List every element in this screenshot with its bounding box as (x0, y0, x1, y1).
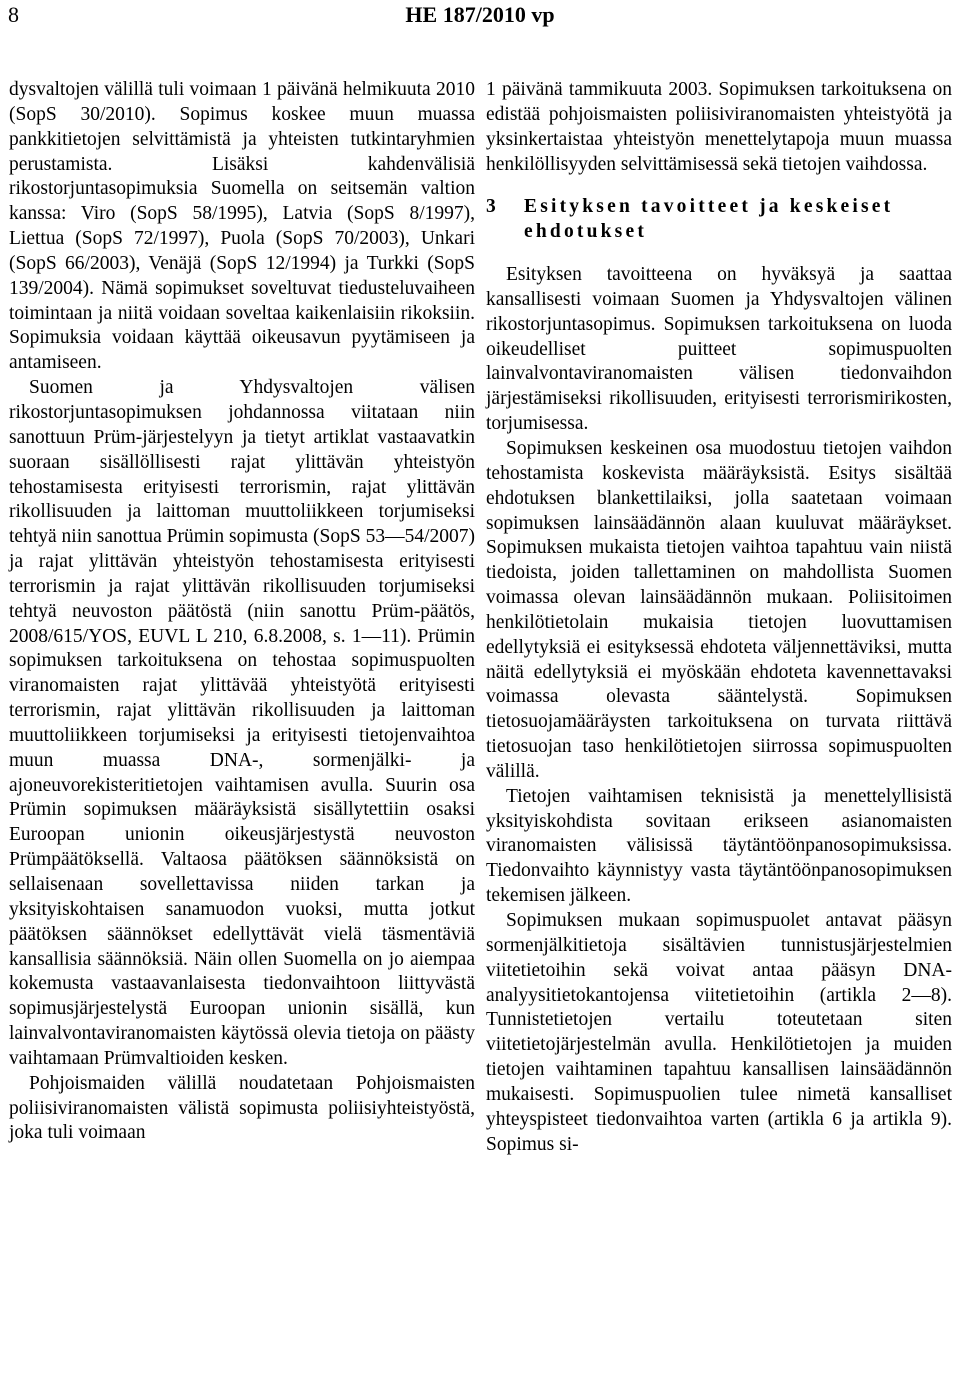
body-paragraph: Suomen ja Yhdysvaltojen välisen rikostorjuntasopimuksen johdannossa viitataan niin sanottuun Prüm-järjestelyyn ja tietyt artiklat vastaavatkin suoraan sisällöllisesti rajat ylittävän yhteistyön tehostamisesta erityisesti terrorismin, rajat ylittävän rikollisuuden ja laittoman muuttoliikkeen torjumiseksi tehtyä niin sanottua Prümin sopimusta (SopS 53—54/2007) ja rajat ylittävän yhteistyön tehostamisesta erityisesti terrorismin ja rajat ylittävän rikollisuuden torjumiseksi tehtyä neuvoston päätöstä (niin sanottu Prüm-päätös, 2008/615/YOS, EUVL L 210, 6.8.2008, s. 1—11). Prümin sopimuksen tarkoituksena on tehostaa sopimuspuolten viranomaisten rajat ylittävää yhteistyötä erityisesti terrorismin, rajat ylittävän rikollisuuden ja laittoman muuttoliikkeen torjumiseksi ja erityisesti tietojenvaihtoa muun muassa DNA-, sormenjälki- ja ajoneuvorekisteritietojen vaihtamisen avulla. Suurin osa Prümin sopimuksen määräyksistä sisällytettiin osaksi Euroopan unionin oikeusjärjestystä neuvoston Prümpäätöksellä. Valtaosa päätöksen säännöksistä on sellaisenaan sovellettavissa niiden tarkan ja yksityiskohtaisen sanamuodon vuoksi, mutta jotkut päätöksen säännökset edellyttävät vielä täsmentäviä kansallisia säännöksiä. Näin ollen Suomella on jo aiempaa kokemusta vastaavanlaisesta tiedonvaihtoon liittyvästä sopimusjärjestelystä Euroopan unionin sisällä, kun lainvalvontaviranomaisten käytössä olevia tietoja on päästy vaihtamaan Prümvaltioiden kesken. (9, 377, 475, 1069)
body-paragraph: 1 päivänä tammikuuta 2003. Sopimuksen tarkoituksena on edistää pohjoismaisten poliisiviranomaisten yhteistyötä ja yksinkertaistaa yhteistyön menettelytapoja muun muassa henkilöllisyyden selvittämisessä sekä tietojen vaihdossa. (486, 79, 952, 175)
body-paragraph: Pohjoismaiden välillä noudatetaan Pohjoismaisten poliisiviranomaisten välistä sopimusta poliisiyhteistyöstä, joka tuli voimaan (9, 1072, 475, 1144)
body-paragraph: dysvaltojen välillä tuli voimaan 1 päivänä helmikuuta 2010 (SopS 30/2010). Sopimus koskee muun muassa pankkitietojen selvittämistä ja yhteisten tutkintaryhmien perustamista. Lisäksi kahdenvälisiä rikostorjuntasopimuksia Suomella on seitsemän valtion kanssa: Viro (SopS 58/1995), Latvia (SopS 8/1997), Liettua (SopS 72/1997), Puola (SopS 70/2003), Unkari (SopS 66/2003), Venäjä (SopS 12/1994) ja Turkki (SopS 139/2004). Nämä sopimukset soveltuvat tiedusteluvaiheen toimintaan ja niitä voidaan soveltaa kaikenlaisiin rikoksiin. Sopimuksia voidaan käyttää oikeusavun pyytämiseen ja antamiseen. (9, 79, 475, 374)
left-column (9, 78, 475, 1146)
page-header (0, 0, 960, 40)
body-paragraph: Tietojen vaihtamisen teknisistä ja menettelyllisistä yksityiskohdista sovitaan erikseen asianomaisten viranomaisten välisissä täytäntöönpanosopimuksissa. Tiedonvaihto käynnistyy vasta täytäntöönpanosopimuksen tekemisen jälkeen. (486, 785, 952, 907)
section-title: Esityksen tavoitteet ja keskeiset ehdotukset (524, 196, 894, 243)
section-number: 3 (486, 196, 496, 218)
right-column (486, 78, 952, 1157)
section-heading (486, 195, 952, 245)
body-paragraph: Sopimuksen keskeinen osa muodostuu tietojen vaihdon tehostamista koskevista määräyksistä. Esitys sisältää ehdotuksen blankettilaiksi, jolla saatetaan voimaan sopimuksen lainsäädännön alaan kuuluvat määräykset. Sopimuksen mukaista tietojen vaihtoa tapahtuu vain niistä tiedoista, joiden tallettaminen on mahdollista Suomen voimassa olevan lainsäädännön mukaan. Poliisitoimen henkilötietolain mukaisia tietojen luovuttamisen edellytyksiä ei esityksessä ehdoteta väljennettäviksi, mutta näitä edellytyksiä ei myöskään ehdoteta kavennettavaksi voimassa olevasta sääntelystä. Sopimuksen tietosuojamääräysten tarkoituksena on turvata riittävä tietosuojan taso henkilötietojen siirrossa sopimuspuolten välillä. (486, 437, 952, 782)
page-number: 8 (8, 2, 19, 27)
body-paragraph: Esityksen tavoitteena on hyväksyä ja saattaa kansallisesti voimaan Suomen ja Yhdysvaltojen välinen rikostorjuntasopimus. Sopimuksen tarkoituksena on luoda oikeudelliset puitteet sopimuspuolten lainvalvontaviranomaisten välisen tiedonvaihdon järjestämiseksi rikollisuuden, erityisesti terrorismirikosten, torjumisessa. (486, 264, 952, 435)
document-id: HE 187/2010 vp (405, 2, 555, 27)
body-paragraph: Sopimuksen mukaan sopimuspuolet antavat pääsyn sormenjälkitietoja sisältävien tunnistusjärjestelmien viitetietoihin sekä voivat antaa pääsyn DNA-analyysitietokantojensa viitetietoihin (artikla 2—8). Tunnistetietojen vertailu toteutetaan siten viitetietojärjestelmän avulla. Henkilötietojen ja muiden tietojen vaihtaminen tapahtuu kansallisen lainsäädännön mukaisesti. Sopimuspuolien tulee nimetä kansalliset yhteyspisteet tiedonvaihtoa varten (artikla 6 ja artikla 9). Sopimus si- (486, 910, 952, 1155)
